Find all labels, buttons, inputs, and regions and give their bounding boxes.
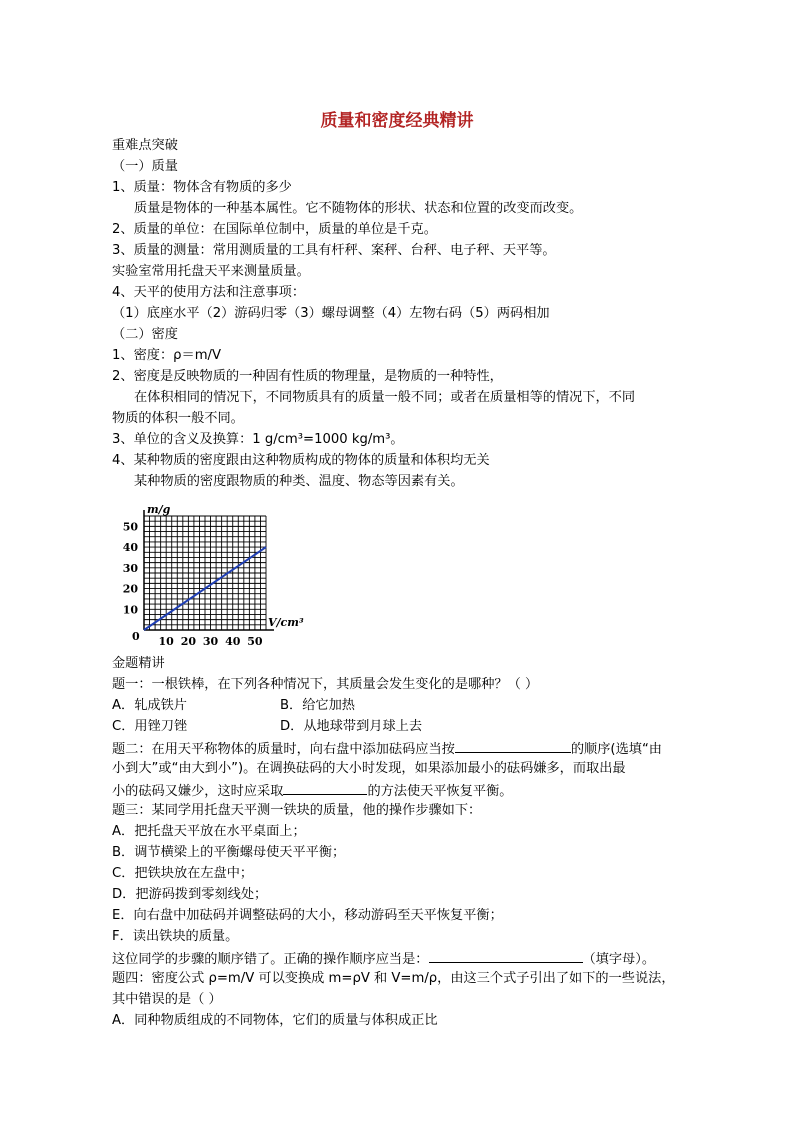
x-tick-label: 40 bbox=[225, 635, 241, 648]
y-tick-label: 20 bbox=[122, 582, 138, 596]
option-d: D．从地球带到月球上去 bbox=[280, 719, 423, 734]
chart-grid bbox=[144, 516, 266, 630]
question-text: 的顺序(选填“由 bbox=[570, 742, 662, 757]
y-tick-label: 50 bbox=[122, 520, 138, 534]
question-text: 的方法使天平恢复平衡。 bbox=[367, 784, 513, 799]
section-heading: 重难点突破 bbox=[112, 138, 178, 153]
part2-heading: （二）密度 bbox=[112, 327, 178, 342]
option-b: B．给它加热 bbox=[280, 698, 355, 713]
step-b: B．调节横梁上的平衡螺母使天平平衡； bbox=[112, 845, 346, 860]
step-f: F．读出铁块的质量。 bbox=[112, 929, 239, 944]
paragraph: 1、质量：物体含有物质的多少 bbox=[112, 180, 292, 195]
question-text: （填字母）。 bbox=[582, 952, 656, 967]
y-tick-label: 10 bbox=[122, 603, 138, 617]
question-3-answer bbox=[112, 949, 655, 968]
page-title: 质量和密度经典精讲 bbox=[320, 111, 474, 131]
paragraph: 3、质量的测量：常用测质量的工具有杆秤、案秤、台秤、电子秤、天平等。 bbox=[112, 243, 556, 258]
x-tick-label: 30 bbox=[202, 635, 219, 648]
x-tick-label: 10 bbox=[158, 635, 174, 648]
question-text: 这位同学的步骤的顺序错了。正确的操作顺序应当是： bbox=[112, 952, 429, 967]
step-a: A．把托盘天平放在水平桌面上； bbox=[112, 824, 306, 839]
paragraph: 2、密度是反映物质的一种固有性质的物理量，是物质的一种特性， bbox=[112, 369, 503, 384]
golden-heading: 金题精讲 bbox=[112, 656, 165, 671]
paragraph: 质量是物体的一种基本属性。它不随物体的形状、状态和位置的改变而改变。 bbox=[134, 201, 583, 216]
option-a: A．轧成铁片 bbox=[112, 698, 187, 713]
option-a: A．同种物质组成的不同物体，它们的质量与体积成正比 bbox=[112, 1013, 438, 1028]
answer-blank[interactable] bbox=[283, 781, 367, 795]
answer-blank[interactable] bbox=[429, 949, 583, 963]
paragraph: 2、质量的单位：在国际单位制中，质量的单位是千克。 bbox=[112, 222, 437, 237]
answer-blank[interactable] bbox=[455, 739, 571, 753]
question-2 bbox=[112, 739, 662, 758]
x-axis-label: V/cm³ bbox=[268, 616, 304, 629]
question-1: 题一：一根铁棒，在下列各种情况下，其质量会发生变化的是哪种？（ ） bbox=[112, 677, 539, 692]
question-text: 题二：在用天平称物体的质量时，向右盘中添加砝码应当按 bbox=[112, 742, 455, 757]
part1-heading: （一）质量 bbox=[112, 159, 178, 174]
paragraph: 实验室常用托盘天平来测量质量。 bbox=[112, 264, 310, 279]
option-c: C．用锉刀锉 bbox=[112, 719, 188, 734]
paragraph: 4、天平的使用方法和注意事项： bbox=[112, 285, 306, 300]
paragraph: 3、单位的含义及换算：1 g/cm³=1000 kg/m³。 bbox=[112, 432, 404, 447]
paragraph: 物质的体积一般不同。 bbox=[112, 411, 244, 426]
y-tick-label: 40 bbox=[122, 541, 138, 555]
question-2-cont: 小到大”或“由大到小”)。在调换砝码的大小时发现，如果添加最小的砝码嫌多，而取出最 bbox=[112, 761, 626, 776]
x-tick-label: 50 bbox=[247, 635, 263, 648]
origin-label: 0 bbox=[132, 630, 140, 643]
step-e: E．向右盘中加砝码并调整砝码的大小，移动游码至天平恢复平衡； bbox=[112, 908, 503, 923]
paragraph: 某种物质的密度跟物质的种类、温度、物态等因素有关。 bbox=[134, 474, 464, 489]
y-tick-label: 30 bbox=[122, 561, 138, 575]
x-tick-label: 20 bbox=[180, 635, 197, 648]
question-text: 小的砝码又嫌少，这时应采取 bbox=[112, 784, 284, 799]
step-c: C．把铁块放在左盘中； bbox=[112, 866, 254, 881]
step-d: D．把游码拨到零刻线处； bbox=[112, 887, 268, 902]
question-4: 题四：密度公式 ρ=m/V 可以变换成 m=ρV 和 V=m/ρ，由这三个式子引出了如下的一些说法， bbox=[112, 971, 675, 986]
paragraph: 4、某种物质的密度跟由这种物质构成的物体的质量和体积均无关 bbox=[112, 453, 490, 468]
y-axis-label: m/g bbox=[147, 503, 171, 516]
paragraph: 在体积相同的情况下，不同物质具有的质量一般不同；或者在质量相等的情况下，不同 bbox=[134, 390, 636, 405]
question-3: 题三：某同学用托盘天平测一铁块的质量，他的操作步骤如下： bbox=[112, 803, 482, 818]
paragraph: 1、密度：ρ＝m/V bbox=[112, 348, 222, 363]
mass-volume-chart bbox=[118, 500, 318, 650]
question-2-cont bbox=[112, 781, 513, 800]
question-4-cont: 其中错误的是（ ） bbox=[112, 992, 222, 1007]
paragraph: （1）底座水平（2）游码归零（3）螺母调整（4）左物右码（5）两码相加 bbox=[112, 306, 550, 321]
